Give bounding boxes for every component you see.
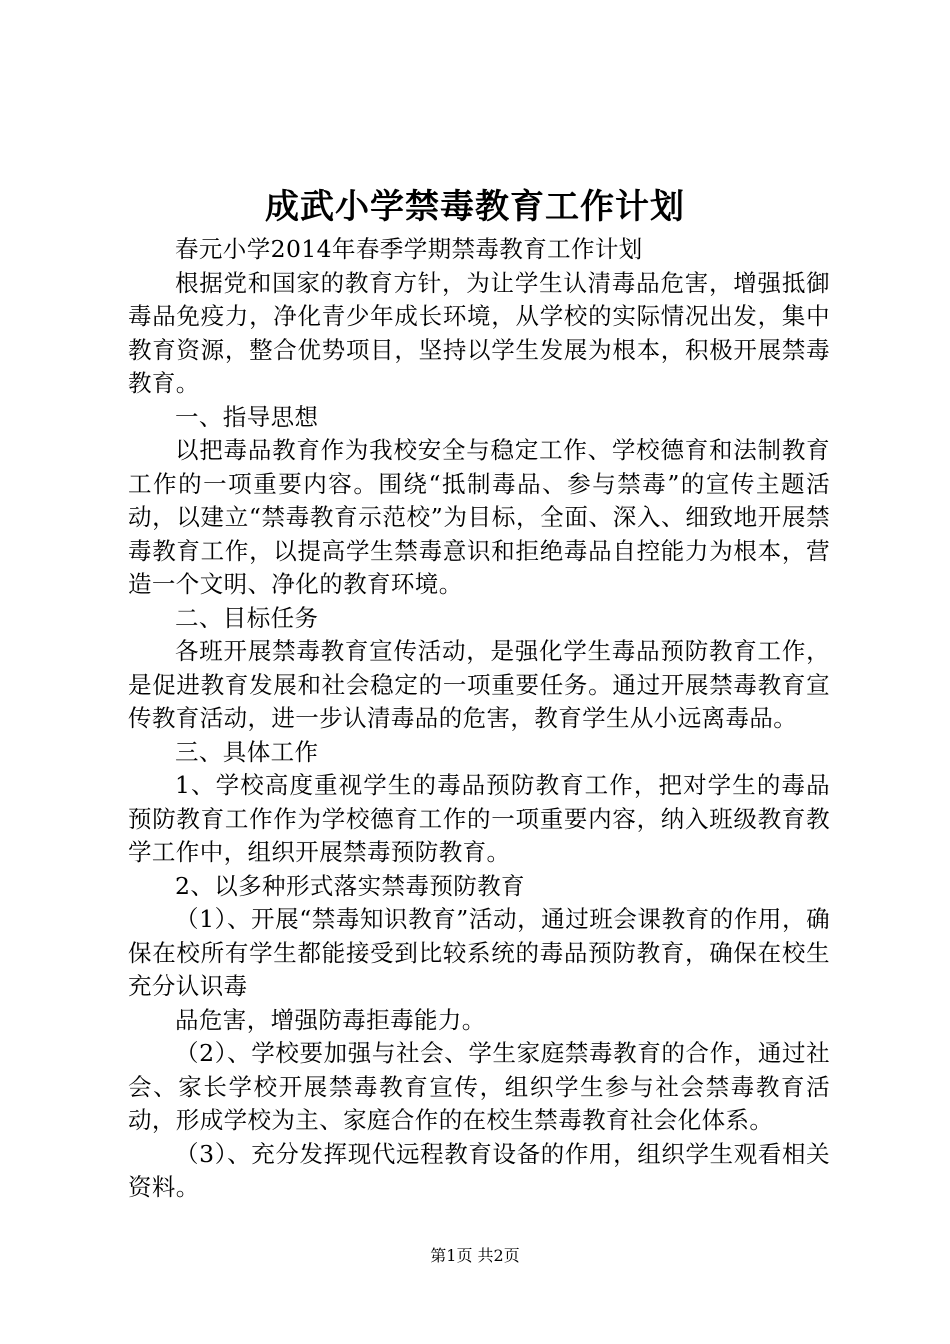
paragraph-subitem-1-continued: 品危害，增强防毒拒毒能力。 [175,1005,486,1034]
paragraph-guiding-ideology: 以把毒品教育作为我校安全与稳定工作、学校德育和法制教育工作的一项重要内容。围绕“抵制毒品、参与禁毒”的宣传主题活动，以建立“禁毒教育示范校”为目标，全面、深入、细致地开展禁毒教育工作，以提高学生禁毒意识和拒绝毒品自控能力为根本，营造一个文明、净化的教育环境。 [128,436,830,598]
paragraph-subtitle: 春元小学2014年春季学期禁毒教育工作计划 [175,235,643,263]
paragraph-intro: 根据党和国家的教育方针，为让学生认清毒品危害，增强抵御毒品免疫力，净化青少年成长环境，从学校的实际情况出发，集中教育资源，整合优势项目，坚持以学生发展为根本，积极开展禁毒教育。 [128,268,830,397]
page-footer: 第1页 共2页 [430,1246,520,1265]
paragraph-subitem-3: （3）、充分发挥现代远程教育设备的作用，组织学生观看相关资料。 [128,1139,830,1201]
paragraph-subitem-1: （1）、开展“禁毒知识教育”活动，通过班会课教育的作用，确保在校所有学生都能接受到比较系统的毒品预防教育，确保在校生充分认识毒 [128,905,830,1000]
document-body [128,233,830,1205]
section-heading-goals: 二、目标任务 [175,603,319,632]
section-heading-specific-work: 三、具体工作 [175,737,319,766]
paragraph-item-1: 1、学校高度重视学生的毒品预防教育工作，把对学生的毒品预防教育工作作为学校德育工作的一项重要内容，纳入班级教育教学工作中，组织开展禁毒预防教育。 [128,771,830,866]
page-title: 成武小学禁毒教育工作计划 [265,187,685,227]
paragraph-subitem-2: （2）、学校要加强与社会、学生家庭禁毒教育的合作，通过社会、家长学校开展禁毒教育宣传，组织学生参与社会禁毒教育活动，形成学校为主、家庭合作的在校生禁毒教育社会化体系。 [128,1039,830,1134]
paragraph-goals: 各班开展禁毒教育宣传活动，是强化学生毒品预防教育工作，是促进教育发展和社会稳定的一项重要任务。通过开展禁毒教育宣传教育活动，进一步认清毒品的危害，教育学生从小远离毒品。 [128,637,830,732]
paragraph-item-2: 2、以多种形式落实禁毒预防教育 [175,871,525,900]
section-heading-guiding-ideology: 一、指导思想 [175,402,319,431]
